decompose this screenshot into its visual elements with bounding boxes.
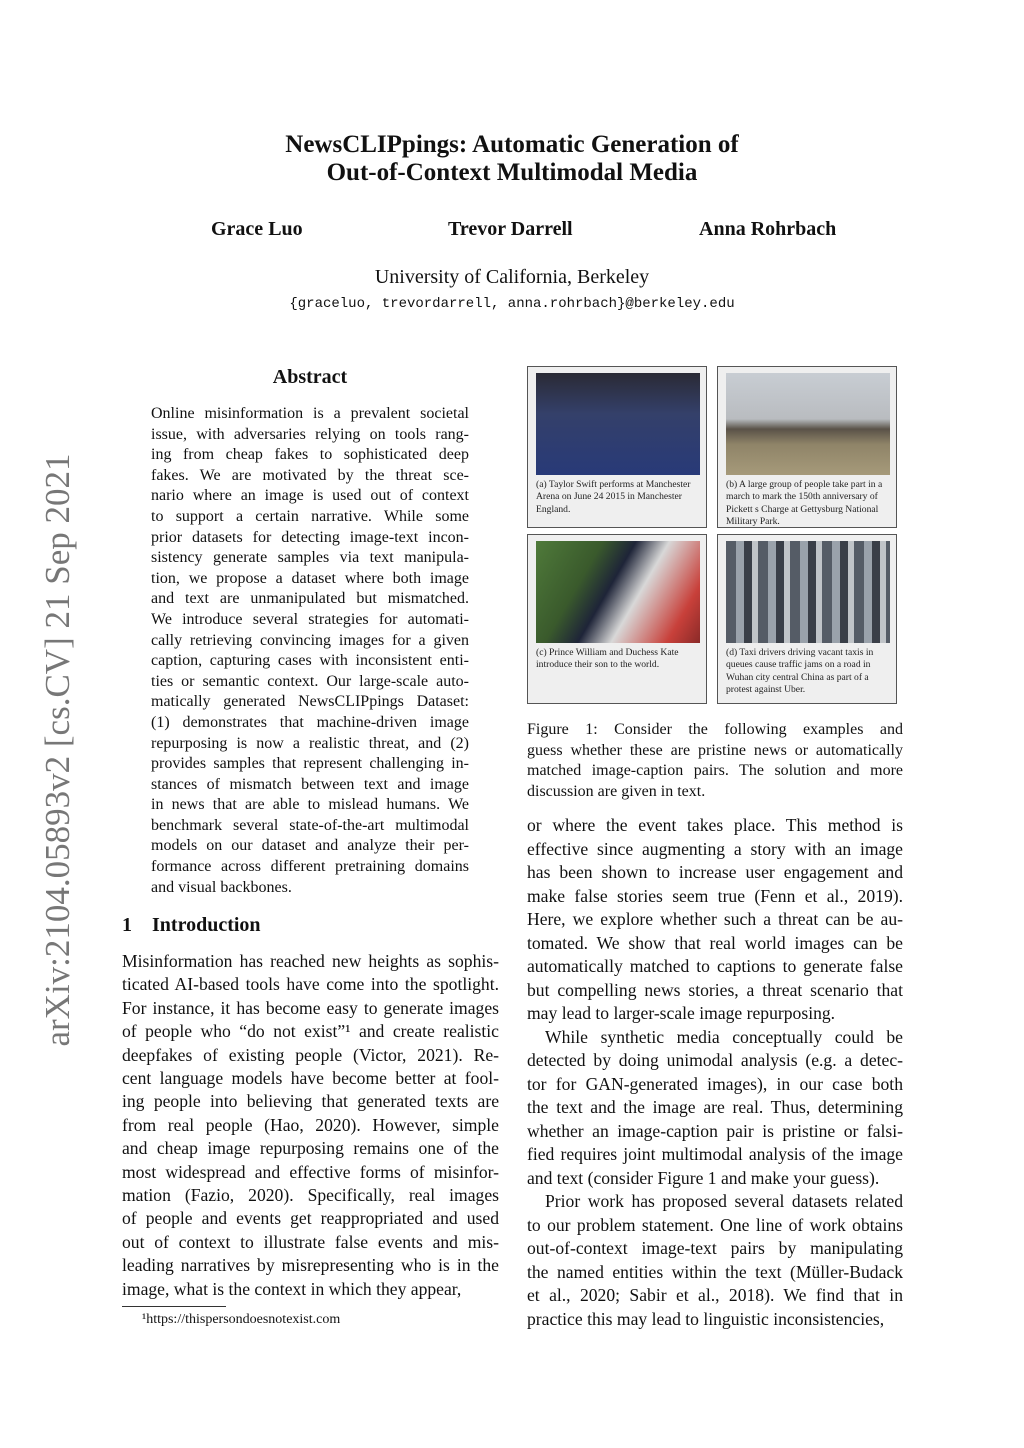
text-line: out-of-context image-text pairs by manipulating [527,1238,903,1258]
concert-photo [536,373,700,475]
text-line: of people and events get reappropriated and used [122,1208,499,1229]
text-line: but compelling news stories, a threat scenario that [527,979,903,1000]
text-line: the text and the image are real. Thus, determining [527,1097,903,1117]
figure-panel-b: (b) A large group of people take part in a march to mark the 150th anniversary of Pickett s Charge at Gettysburg National Military Park. [717,366,897,528]
text-line: discussion are given in text. [527,782,706,800]
figure-1 [527,366,903,704]
text-line: or where the event takes place. This method is [527,815,903,835]
footnote-rule [122,1306,226,1307]
text-line: mation (Fazio, 2020). Specifically, real images [122,1185,499,1206]
text-line: of people who “do not exist”¹ and create realistic [122,1021,499,1042]
text-line: detected by doing unimodal analysis (e.g. a detec- [527,1050,903,1070]
author-emails: {graceluo, trevordarrell, anna.rohrbach}@berkeley.edu [289,296,735,312]
arxiv-identifier: arXiv:2104.05893v2 [cs.CV] 21 Sep 2021 [38,453,77,1047]
text-line: stances of mismatch between text and image [151,775,469,793]
text-line: sistency generate samples via text manipula- [151,549,469,567]
text-line: image, what is the context in which they appear, [122,1278,462,1299]
text-line: from real people (Hao, 2020). However, simple [122,1114,499,1135]
abstract-heading: Abstract [272,366,348,388]
text-line: prior datasets for detecting image-text incon- [151,528,469,546]
text-line: Here, we explore whether such a threat can be au- [527,909,903,929]
text-line: practice this may lead to linguistic inconsistencies, [527,1308,885,1329]
text-line: fied requires joint multimodal analysis of the image [527,1144,903,1164]
text-line: the named entities within the text (Müller-Budack [527,1261,903,1282]
intro-heading: 1 Introduction [122,914,261,936]
text-line: repurposing is now a realistic threat, and (2) [151,734,469,752]
abstract-body [151,404,469,898]
taxi-photo [726,541,890,643]
text-line: and visual backbones. [151,878,292,896]
intro-body-continued [527,814,903,1331]
figure-panel-c: (c) Prince William and Duchess Kate introduce their son to the world. [527,534,707,704]
march-photo [726,373,890,475]
text-line: most widespread and effective forms of misinfor- [122,1161,499,1182]
text-line: We introduce several strategies for automati- [151,610,469,628]
text-line: Online misinformation is a prevalent societal [151,405,469,422]
figure-caption [527,720,903,802]
text-line: ticated AI-based tools have come into the spotlight. [122,974,499,995]
text-line: Figure 1: Consider the following examples and [527,721,903,738]
paper-title: NewsCLIPpings: Automatic Generation of Out-of-Context Multimodal Media [285,131,739,186]
text-line: guess whether these are pristine news or automatically [527,741,903,759]
text-line: tomated. We show that real world images can be [527,932,903,953]
text-line: and text (consider Figure 1 and make your guess). [527,1167,880,1188]
text-line: and cheap image repurposing remains one of the [122,1138,499,1159]
text-line: may lead to larger-scale image repurposing. [527,1003,836,1023]
text-line: automatically matched to captions to generate false [527,956,903,976]
text-line: effective since augmenting a story with an image [527,838,903,859]
text-line: formance across different pretraining domains [151,858,469,876]
text-line: provides samples that represent challenging in- [151,755,469,773]
text-line: cent language models have become better at fool- [122,1068,499,1089]
text-line: cally retrieving convincing images for a given [151,631,469,649]
text-line: deepfakes of existing people (Victor, 2021). Re- [122,1044,499,1065]
text-line: et al., 2020; Sabir et al., 2018). We find that in [527,1285,903,1305]
text-line: and text are unmanipulated but mismatched. [151,590,469,608]
text-line: to our problem statement. One line of work obtains [527,1214,903,1235]
figure-panel-d: (d) Taxi drivers driving vacant taxis in queues cause traffic jams on a road in Wuhan city central China as part of a protest against Uber. [717,534,897,704]
text-line: ing people into believing that generated texts are [122,1091,499,1112]
text-line: matched image-caption pairs. The solution and more [527,762,903,780]
text-line: Prior work has proposed several datasets related [545,1191,903,1211]
text-line: (1) demonstrates that machine-driven image [151,713,469,731]
text-line: leading narratives by misrepresenting who is in the [122,1255,499,1276]
text-line: in news that are able to mislead humans. We [151,796,469,814]
footnote: ¹https://thispersondoesnotexist.com [142,1312,341,1327]
text-line: fakes. We are motivated by the threat sce- [151,466,469,484]
author: Grace Luo [211,218,303,240]
text-line: make false stories seem true (Fenn et al., 2019). [527,885,903,906]
affiliation: University of California, Berkeley [374,266,650,288]
text-line: has been shown to increase user engagement and [527,862,903,882]
author: Anna Rohrbach [699,218,837,240]
text-line: While synthetic media conceptually could be [545,1026,903,1047]
text-line: Misinformation has reached new heights as sophis- [122,951,499,971]
intro-body [122,950,499,1301]
text-line: ing from cheap fakes to sophisticated deep [151,446,469,464]
text-line: issue, with adversaries relying on tools rang- [151,425,469,443]
text-line: tor for GAN-generated images), in our case both [527,1073,903,1094]
text-line: to support a certain narrative. While some [151,507,469,525]
text-line: ties or semantic context. Our large-scale auto- [151,672,469,690]
author: Trevor Darrell [448,218,573,240]
figure-panel-a: (a) Taylor Swift performs at Manchester Arena on June 24 2015 in Manchester England. [527,366,707,528]
text-line: models on our dataset and analyze their per- [151,837,469,855]
text-line: nario where an image is used out of context [151,487,469,505]
text-line: caption, capturing cases with inconsistent enti- [151,652,469,670]
text-line: benchmark several state-of-the-art multimodal [151,816,469,834]
text-line: tion, we propose a dataset where both image [151,569,469,587]
text-line: out of context to illustrate false events and mis- [122,1231,499,1252]
text-line: whether an image-caption pair is pristine or falsi- [527,1120,903,1141]
text-line: For instance, it has become easy to generate images [122,997,499,1018]
royal-family-photo [536,541,700,643]
text-line: matically generated NewsCLIPpings Dataset: [151,693,469,711]
